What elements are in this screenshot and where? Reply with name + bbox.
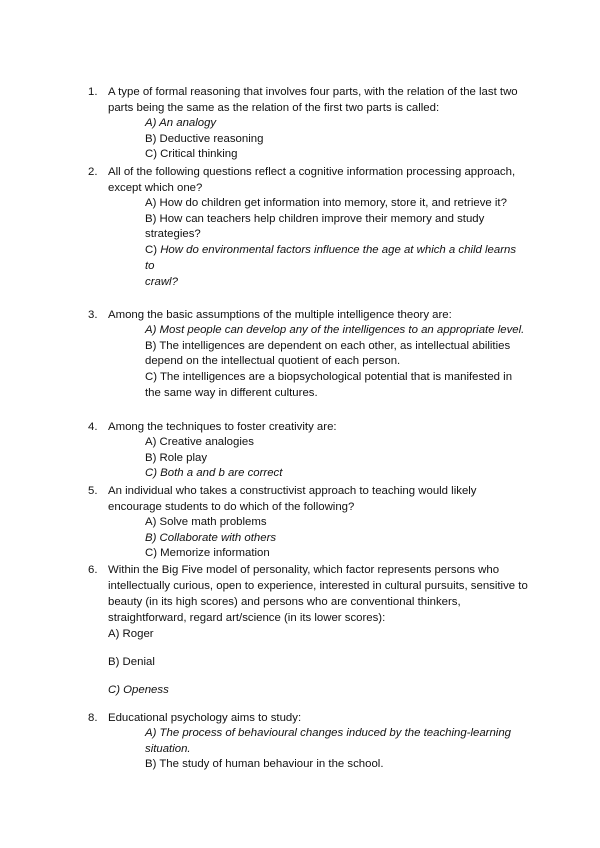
question-text: A type of formal reasoning that involves four parts, with the relation of the last two parts being the same as the relation of the first two parts is called: [108,86,518,114]
option-c [145,243,528,290]
question-1 [88,84,528,163]
option-c: C) Openess [108,684,169,696]
question-text: Educational psychology aims to study: [108,712,302,724]
option-c: C) The intelligences are a biopsychological potential that is manifested in the same way in different cultures. [145,371,513,399]
option-a: A) How do children get information into memory, store it, and retrieve it? [145,197,507,209]
option-c: C) Critical thinking [145,148,238,161]
option-a: A) An analogy [145,117,217,129]
answer-options [145,515,528,562]
option-a: A) Solve math problems [145,516,267,528]
option-b: B) The study of human behaviour in the school. [145,758,384,771]
answer-options [145,726,528,773]
option-a: A) Most people can develop any of the intelligences to an appropriate level. [145,324,525,336]
option-b: B) The intelligences are dependent on each other, as intellectual abilities depend on the intellectual quotient of each person. [145,339,511,368]
answer-options [145,435,528,482]
question-8 [88,710,528,773]
answer-options [145,196,528,290]
question-text: An individual who takes a constructivist approach to teaching would likely encourage students to do which of the following? [108,485,477,513]
option-text-continued: crawl? [145,275,178,288]
option-b: B) Deductive reasoning [145,132,264,145]
option-c: C) Memorize information [145,547,270,560]
option-a: A) Roger [108,628,154,640]
question-6 [88,562,528,698]
question-text: Among the basic assumptions of the multiple intelligence theory are: [108,309,452,321]
question-text: Among the techniques to foster creativity are: [108,421,337,433]
question-number: 6. [88,564,98,576]
option-a: A) Creative analogies [145,436,254,448]
question-number: 5. [88,485,98,497]
option-b: B) Role play [145,451,208,464]
question-text: Within the Big Five model of personality, which factor represents persons who intellectually curious, open to experience, interested in cultural pursuits, sensitive to beauty (in its high scores) and persons who are conventional thinkers, straightforward, regard art/science (in its lower scores): [108,564,528,624]
answer-options [145,323,528,402]
answer-options [145,116,528,163]
question-2 [88,164,528,290]
option-b: B) Collaborate with others [145,531,277,544]
option-a: A) The process of behavioural changes induced by the teaching-learning situation. [145,727,511,755]
question-number: 2. [88,166,98,178]
option-label: C) [145,244,161,257]
question-number: 1. [88,86,98,98]
question-number: 4. [88,421,98,433]
option-b: B) How can teachers help children improve their memory and study strategies? [145,212,485,241]
question-5 [88,483,528,562]
question-number: 3. [88,309,98,321]
option-c: C) Both a and b are correct [145,467,283,480]
option-text: How do environmental factors influence the age at which a child learns to [145,244,517,272]
question-3 [88,307,528,402]
question-number: 8. [88,712,98,724]
option-b: B) Denial [108,656,155,668]
question-4 [88,419,528,482]
question-text: All of the following questions reflect a cognitive information processing approach, except which one? [108,166,516,194]
